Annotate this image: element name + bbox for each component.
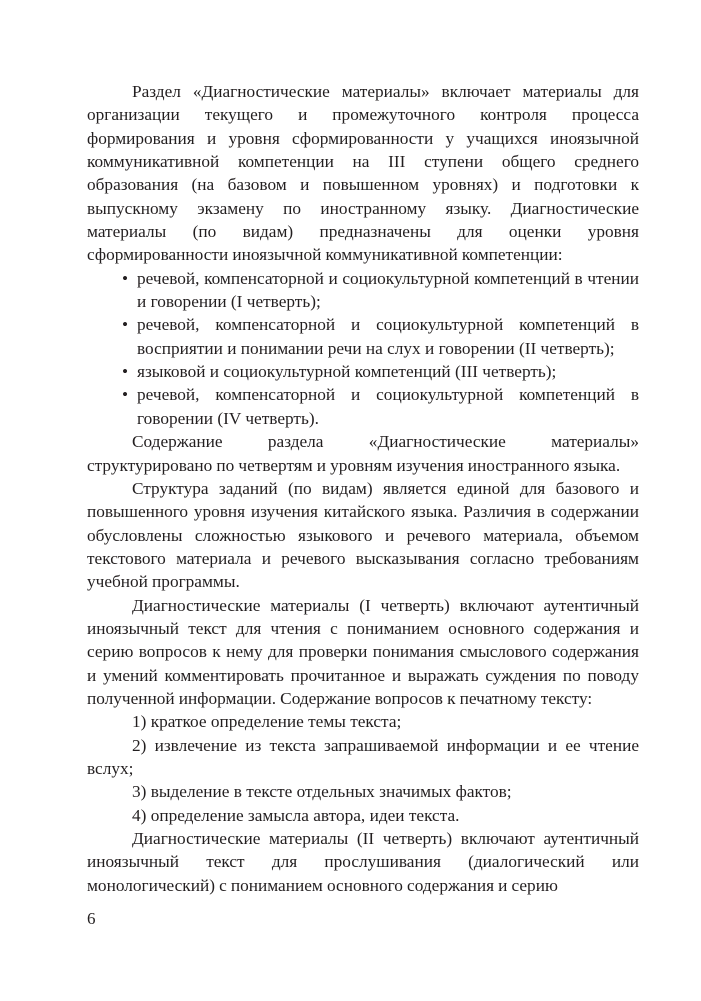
bullet-item [87, 313, 639, 360]
paragraph-second-quarter: Диагностические материалы (II четверть) включают аутентичный иноязычный текст для прослушивания (диалогический или монологический) с пониманием основного содержания и серию [87, 829, 639, 895]
bullet-item [87, 383, 639, 430]
paragraph-tasks: Структура заданий (по видам) является единой для базового и повышенного уровня изучения китайского языка. Различия в содержании обусловлены сложностью языкового и речевого материала, объемом текстового материала и речевого высказывания согласно требованиям учебной программы. [87, 478, 639, 592]
bullet-text: языковой и социокультурной компетенций (III четверть); [137, 362, 557, 382]
competence-bullet-list [87, 267, 639, 430]
body-text [87, 80, 639, 897]
question-numbered-list [87, 710, 639, 827]
bullet-text: речевой, компенсаторной и социокультурной компетенций в чтении и говорении (I четверть); [137, 268, 639, 312]
bullet-item [87, 360, 639, 383]
bullet-icon: • [122, 362, 129, 382]
paragraph-first-quarter: Диагностические материалы (I четверть) включают аутентичный иноязычный текст для чтения с пониманием основного содержания и серию вопросов к нему для проверки понимания смыслового содержания и умений комментировать прочитанное и выражать суждения по поводу полученной информации. Содержание вопросов к печатному тексту: [87, 595, 639, 708]
bullet-icon: • [122, 315, 129, 335]
numbered-item: 4) определение замысла автора, идеи текста. [132, 805, 460, 825]
numbered-item: 2) извлечение из текста запрашиваемой информации и ее чтение вслух; [87, 735, 639, 778]
bullet-icon: • [122, 268, 129, 288]
bullet-item [87, 267, 639, 314]
bullet-text: речевой, компенсаторной и социокультурной компетенций в восприятии и понимании речи на слух и говорении (II четверть); [137, 315, 639, 358]
numbered-item: 3) выделение в тексте отдельных значимых фактов; [132, 782, 512, 802]
paragraph-intro: Раздел «Диагностические материалы» включает материалы для организации текущего и промежуточного контроля процесса формирования и уровня сформированности у учащихся иноязычной коммуникативной компетенции на III ступени общего среднего образования (на базовом и повышенном уровнях) и подготовки к выпускному экзамену по иностранному языку. Диагностические материалы (по видам) предназначены для оценки уровня сформированности иноязычной коммуникативной компетенции: [87, 82, 639, 265]
page-number: 6 [87, 909, 96, 928]
paragraph-structure: Содержание раздела «Диагностические материалы» структурировано по четвертям и уровням изучения иностранного языка. [87, 432, 639, 475]
numbered-item: 1) краткое определение темы текста; [132, 712, 402, 732]
bullet-icon: • [122, 385, 129, 405]
bullet-text: речевой, компенсаторной и социокультурной компетенций в говорении (IV четверть). [137, 385, 639, 428]
